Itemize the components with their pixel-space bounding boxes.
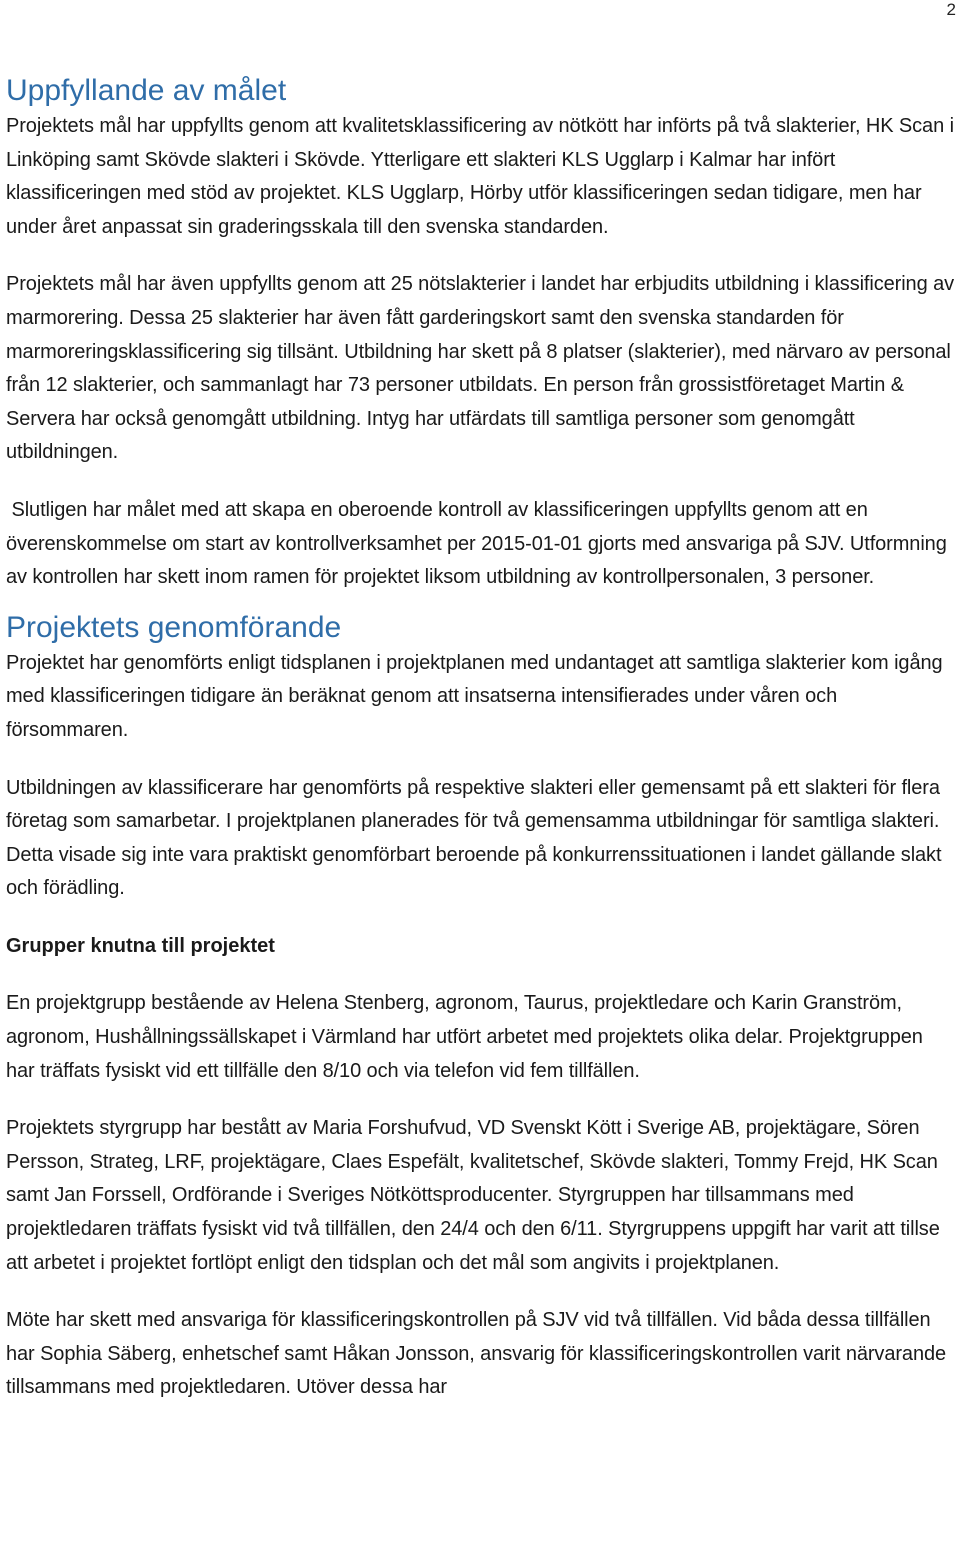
heading-project-execution: Projektets genomförande: [6, 610, 342, 644]
paragraph-execution-1: Projektet har genomförts enligt tidsplanen i projektplanen med undantaget att samtliga slakterier kom igång med klassificeringen tidigare än beräknat genom att insatserna intensifierades under våren och försommaren.: [6, 651, 943, 741]
page-number: 2: [946, 0, 956, 19]
paragraph-groups-3: Möte har skett med ansvariga för klassificeringskontrollen på SJV vid två tillfällen. Vid båda dessa tillfällen har Sophia Säberg, enhetschef samt Håkan Jonsson, ansvarig för klassificeringskontrollen varit närvarande tillsammans med projektledaren. Utöver dessa har: [6, 1309, 947, 1399]
paragraph-groups-2: Projektets styrgrupp har bestått av Maria Forshufvud, VD Svenskt Kött i Sverige AB, projektägare, Sören Persson, Strateg, LRF, projektägare, Claes Espefält, kvalitetschef, Skövde slakteri, Tommy Frejd, HK Scan samt Jan Forssell, Ordförande i Sveriges Nötköttsproducenter. Styrgruppen har tillsammans med projektledaren träffats fysiskt vid två tillfällen, den 24/4 och den 6/11. Styrgruppens uppgift har varit att tillse att arbetet i projektet fortlöpt enligt den tidsplan och det mål som angivits i projektplanen.: [6, 1117, 940, 1274]
paragraph-groups-1: En projektgrupp bestående av Helena Stenberg, agronom, Taurus, projektledare och Karin Granström, agronom, Hushållningssällskapet i Värmland har utfört arbetet med projektets olika delar. Projektgruppen har träffats fysiskt vid ett tillfälle den 8/10 och via telefon vid fem tillfällen.: [6, 992, 923, 1082]
paragraph-goal-1: Projektets mål har uppfyllts genom att kvalitetsklassificering av nötkött har införts på två slakterier, HK Scan i Linköping samt Skövde slakteri i Skövde. Ytterligare ett slakteri KLS Ugglarp i Kalmar har infört klassificeringen med stöd av projektet. KLS Ugglarp, Hörby utför klassificeringen sedan tidigare, men har under året anpassat sin graderingsskala till den svenska standarden.: [6, 115, 954, 238]
subheading-project-groups: Grupper knutna till projektet: [6, 934, 275, 957]
heading-goal-fulfillment: Uppfyllande av målet: [6, 74, 287, 107]
paragraph-execution-2: Utbildningen av klassificerare har genomförts på respektive slakteri eller gemensamt på ett slakteri för flera företag som samarbetar. I projektplanen planerades för två gemensamma utbildningar för samtliga slakteri. Detta visade sig inte vara praktiskt genomförbart beroende på konkurrenssituationen i landet gällande slakt och förädling.: [6, 776, 942, 900]
paragraph-goal-2: Projektets mål har även uppfyllts genom att 25 nötslakterier i landet har erbjudits utbildning i klassificering av marmorering. Dessa 25 slakterier har även fått garderingskort samt den svenska standarden för marmoreringsklassificering sig tillsänt. Utbildning har skett på 8 platser (slakterier), med närvaro av personal från 12 slakterier, och sammanlagt har 73 personer utbildats. En person från grossistföretaget Martin & Servera har också genomgått utbildning. Intyg har utfärdats till samtliga personer som genomgått utbildningen.: [6, 273, 954, 464]
paragraph-goal-3: Slutligen har målet med att skapa en oberoende kontroll av klassificeringen uppfyllts genom att en överenskommelse om start av kontrollverksamhet per 2015-01-01 gjorts med ansvariga på SJV. Utformning av kontrollen har skett inom ramen för projektet liksom utbildning av kontrollpersonalen, 3 personer.: [6, 498, 953, 589]
